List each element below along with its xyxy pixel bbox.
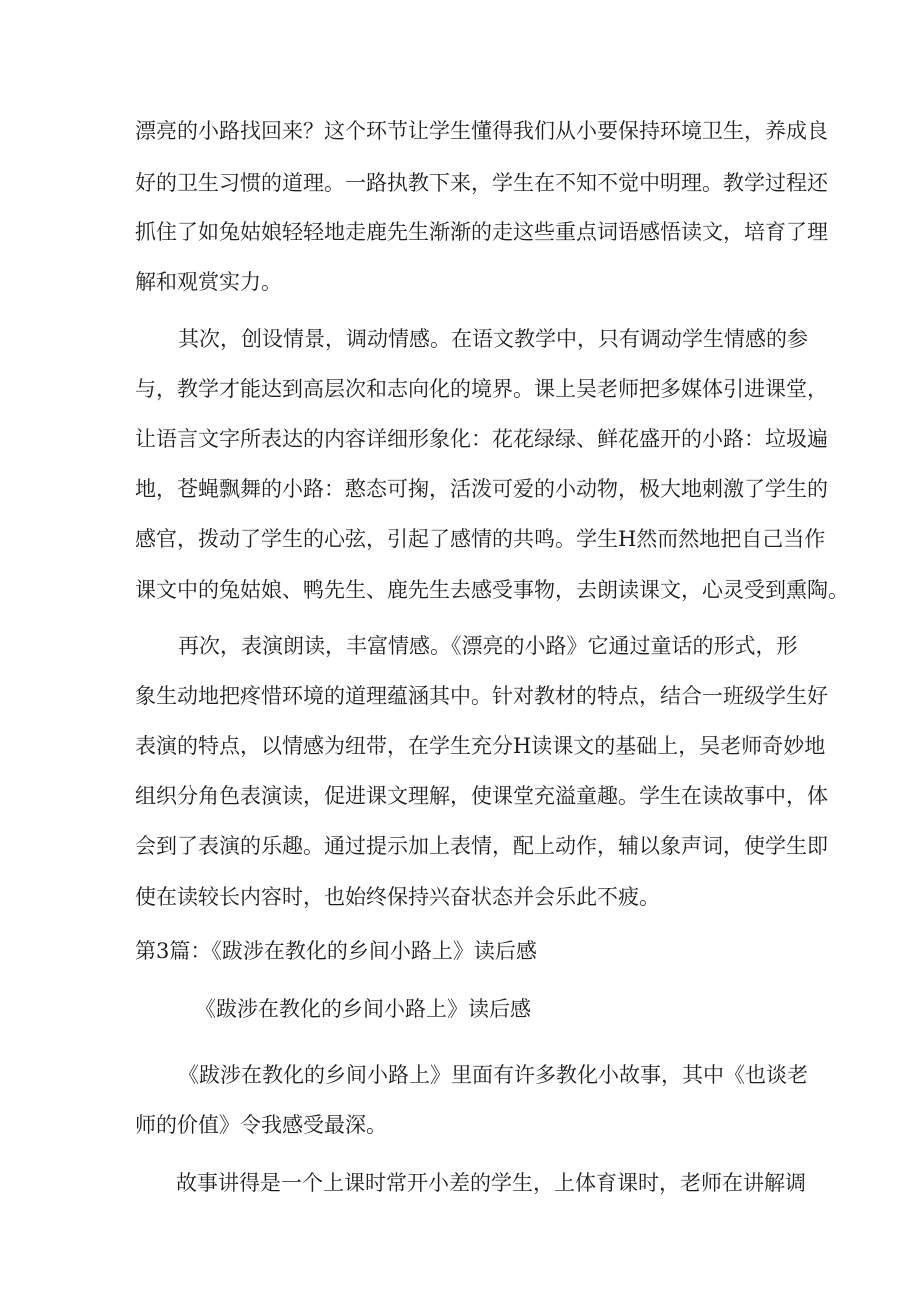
text-line: 解和观赏实力。 [135, 270, 282, 294]
text-line: 再次，表演朗读，丰富情感。《漂亮的小路》它通过童话的形式，形 [178, 634, 798, 658]
text-line: 会到了表演的乐趣。通过提示加上表情，配上动作，辅以象声词，使学生即 [135, 834, 828, 858]
text-line: 故事讲得是一个上课时常开小差的学生，上体育课时，老师在讲解调 [176, 1171, 806, 1195]
text-line: 感官，拨动了学生的心弦，引起了感情的共鸣。学生H然而然地把自己当作 [135, 527, 826, 551]
text-line: 课文中的兔姑娘、鸭先生、鹿先生去感受事物，去朗读课文，心灵受到熏陶。 [135, 578, 849, 602]
text-line: 象生动地把疼惜环境的道理蕴涵其中。针对教材的特点，结合一班级学生好 [135, 684, 828, 708]
text-line: 使在读较长内容时，也始终保持兴奋状态并会乐此不疲。 [135, 885, 660, 909]
section-heading: 第3篇：《跋涉在教化的乡间小路上》读后感 [135, 939, 537, 963]
text-line: 组织分角色表演读，促进课文理解，使课堂充溢童趣。学生在读故事中，体 [135, 784, 828, 808]
text-line: 好的卫生习惯的道理。一路执教下来，学生在不知不觉中明理。教学过程还 [135, 171, 828, 195]
text-line: 表演的特点，以情感为纽带，在学生充分H读课文的基础上，吴老师奇妙地 [135, 734, 826, 758]
article-title: 《跋涉在教化的乡间小路上》读后感 [195, 997, 531, 1021]
text-line: 抓住了如兔姑娘轻轻地走鹿先生渐渐的走这些重点词语感悟读文，培育了理 [135, 220, 828, 244]
text-line: 师的价值》令我感受最深。 [135, 1113, 387, 1137]
text-line: 漂亮的小路找回来？这个环节让学生懂得我们从小要保持环境卫生，养成良 [135, 119, 828, 143]
text-line: 与，教学才能达到高层次和志向化的境界。课上吴老师把多媒体引进课堂， [135, 377, 828, 401]
text-line: 其次，创设情景，调动情感。在语文教学中，只有调动学生情感的参 [178, 327, 808, 351]
text-line: 地，苍蝇飘舞的小路：憨态可掬，活泼可爱的小动物，极大地刺激了学生的 [135, 477, 828, 501]
text-line: 让语言文字所表达的内容详细形象化：花花绿绿、鲜花盛开的小路：垃圾遍 [135, 427, 828, 451]
text-line: 《跋涉在教化的乡间小路上》里面有许多教化小故事，其中《也谈老 [178, 1063, 808, 1087]
